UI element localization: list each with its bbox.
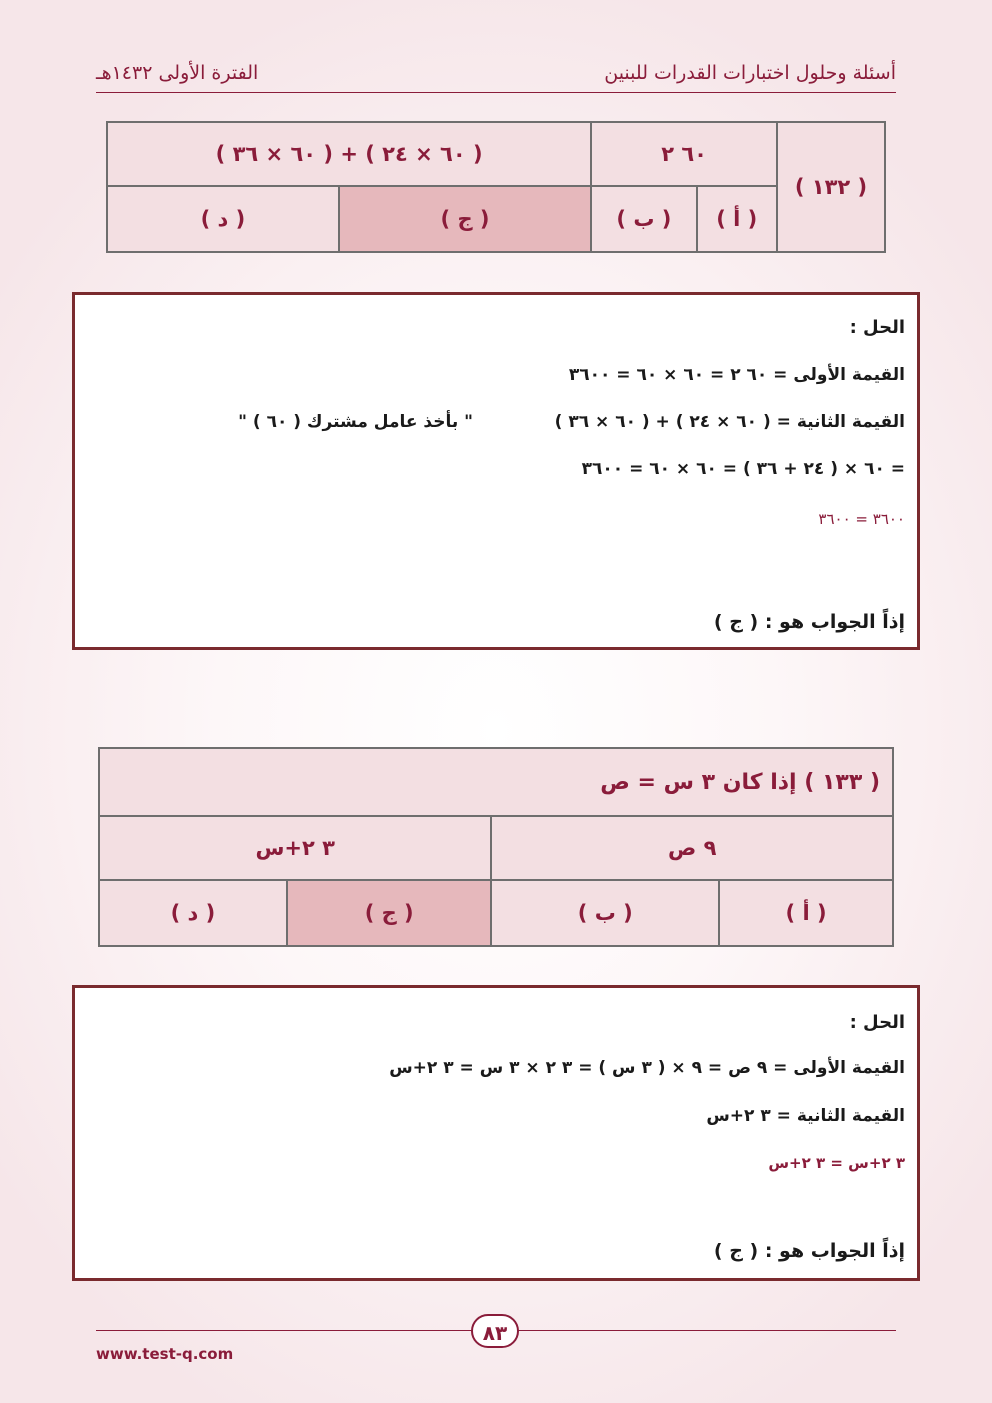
choice-a[interactable]: ( أ ) [697, 186, 777, 252]
page-number: ٨٣ [471, 1314, 519, 1348]
choice-c-selected[interactable]: ( ج ) [339, 186, 591, 252]
solution-line-1: القيمة الأولى = ٦٠ ٢ = ٦٠ × ٦٠ = ٣٦٠٠ [568, 365, 905, 385]
solution-line-2: القيمة الثانية = ( ٦٠ × ٢٤ ) + ( ٦٠ × ٣٦ ) [554, 412, 905, 432]
choice-b[interactable]: ( ب ) [491, 880, 719, 946]
choice-c-selected[interactable]: ( ج ) [287, 880, 492, 946]
solution-132-box [72, 292, 920, 650]
choice-b[interactable]: ( ب ) [591, 186, 696, 252]
question-133-table [98, 747, 894, 947]
solution-line-3: = ٦٠ × ( ٢٤ + ٣٦ ) = ٦٠ × ٦٠ = ٣٦٠٠ [581, 459, 905, 479]
solution-title: الحل : [849, 1012, 905, 1033]
choice-a[interactable]: ( أ ) [719, 880, 893, 946]
question-132-table [106, 121, 886, 253]
solution-line-1: القيمة الأولى = ٩ ص = ٩ × ( ٣ س ) = ٣ ٢ × ٣ س = ٣ ٢+س [389, 1058, 905, 1078]
solution-line-4: ٣٦٠٠ = ٣٦٠٠ [818, 510, 905, 528]
solution-title: الحل : [849, 317, 905, 338]
value-b-cell: ( ٦٠ × ٢٤ ) + ( ٦٠ × ٣٦ ) [107, 122, 591, 186]
question-133-text: ( ١٣٣ ) إذا كان ٣ س = ص [99, 748, 893, 816]
header-divider [96, 92, 896, 93]
solution-133-box [72, 985, 920, 1281]
value-b-cell: ٣ ٢+س [99, 816, 491, 880]
choice-d[interactable]: ( د ) [99, 880, 287, 946]
solution-answer: إذاً الجواب هو : ( ج ) [713, 1240, 905, 1262]
solution-line-3: ٣ ٢+س = ٣ ٢+س [768, 1154, 905, 1172]
solution-answer: إذاً الجواب هو : ( ج ) [713, 611, 905, 633]
value-a-cell: ٩ ص [491, 816, 893, 880]
book-title: أسئلة وحلول اختبارات القدرات للبنين [604, 62, 896, 84]
solution-note: " بأخذ عامل مشترك ( ٦٠ ) " [238, 412, 473, 432]
period-title: الفترة الأولى ١٤٣٢هـ [96, 62, 259, 84]
choice-d[interactable]: ( د ) [107, 186, 339, 252]
question-number: ( ١٣٢ ) [777, 122, 885, 252]
value-a-cell: ٦٠ ٢ [591, 122, 777, 186]
website-link[interactable]: www.test-q.com [96, 1345, 234, 1363]
solution-line-2: القيمة الثانية = ٣ ٢+س [706, 1106, 905, 1126]
